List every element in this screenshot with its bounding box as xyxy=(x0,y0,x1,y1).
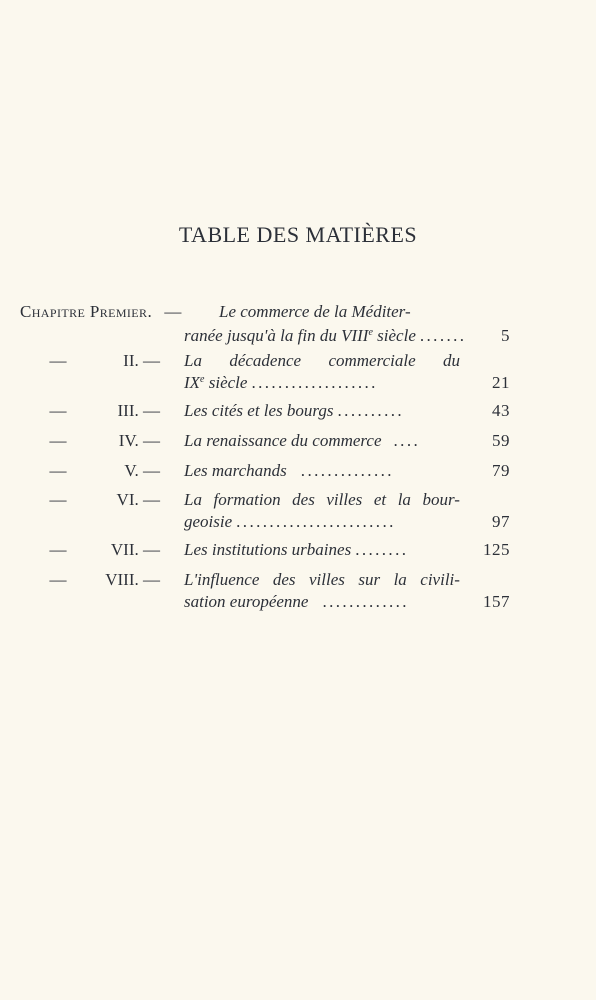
leader-dots: ............. xyxy=(322,592,409,611)
leader-dots: .............. xyxy=(300,461,394,480)
chapter-title-line1: Les marchands .............. xyxy=(184,461,460,481)
page-number: 5 xyxy=(501,326,510,345)
chapter-number: VII. — xyxy=(110,540,160,559)
page-number: 59 xyxy=(492,431,510,450)
chapter-separator: — xyxy=(164,302,182,321)
chapter-title-line2: geoisie ........................ xyxy=(184,512,460,532)
ditto-dash: — xyxy=(49,570,67,589)
chapter-number: VI. — xyxy=(116,490,160,509)
ditto-dash: — xyxy=(49,461,67,480)
leader-dots: ........................ xyxy=(236,512,396,531)
page-number: 157 xyxy=(483,592,510,611)
page-number: 79 xyxy=(492,461,510,480)
chapter-title-line1: Les cités et les bourgs .......... xyxy=(184,401,460,421)
chapter-title-line2: ranée jusqu'à la fin du VIIIe siècle ....... xyxy=(184,326,467,345)
chapter-title-line1: Les institutions urbaines ........ xyxy=(184,540,460,560)
chapter-title-line1: La décadence commerciale du xyxy=(184,351,460,370)
page-title: TABLE DES MATIÈRES xyxy=(178,222,418,247)
ditto-dash: — xyxy=(49,540,67,559)
leader-dots: .... xyxy=(393,431,421,450)
page-number: 43 xyxy=(492,401,510,420)
page-number: 125 xyxy=(483,540,510,559)
ditto-dash: — xyxy=(49,401,67,420)
chapter-title-line2: IXe siècle ................... xyxy=(184,373,460,393)
chapter-number: VIII. — xyxy=(105,570,160,589)
chapter-number: V. — xyxy=(124,461,160,480)
ditto-dash: — xyxy=(49,490,67,509)
chapter-title-line1: Le commerce de la Méditer- xyxy=(219,302,411,321)
ditto-dash: — xyxy=(49,431,67,450)
leader-dots: .......... xyxy=(337,401,405,420)
page-number: 21 xyxy=(492,373,510,392)
chapter-number: IV. — xyxy=(118,431,160,450)
ditto-dash: — xyxy=(49,351,67,370)
leader-dots: ....... xyxy=(419,326,467,345)
leader-dots: ................... xyxy=(251,373,378,392)
chapter-title-line2: sation européenne ............. xyxy=(184,592,460,612)
leader-dots: ........ xyxy=(355,540,409,559)
chapter-label: Chapitre Premier. xyxy=(20,302,153,321)
chapter-title-line1: L'influence des villes sur la civili- xyxy=(184,570,460,589)
chapter-title-line1: La formation des villes et la bour- xyxy=(184,490,460,509)
chapter-number: III. — xyxy=(117,401,160,420)
chapter-number: II. — xyxy=(123,351,160,370)
chapter-title-line1: La renaissance du commerce .... xyxy=(184,431,421,450)
page-number: 97 xyxy=(492,512,510,531)
